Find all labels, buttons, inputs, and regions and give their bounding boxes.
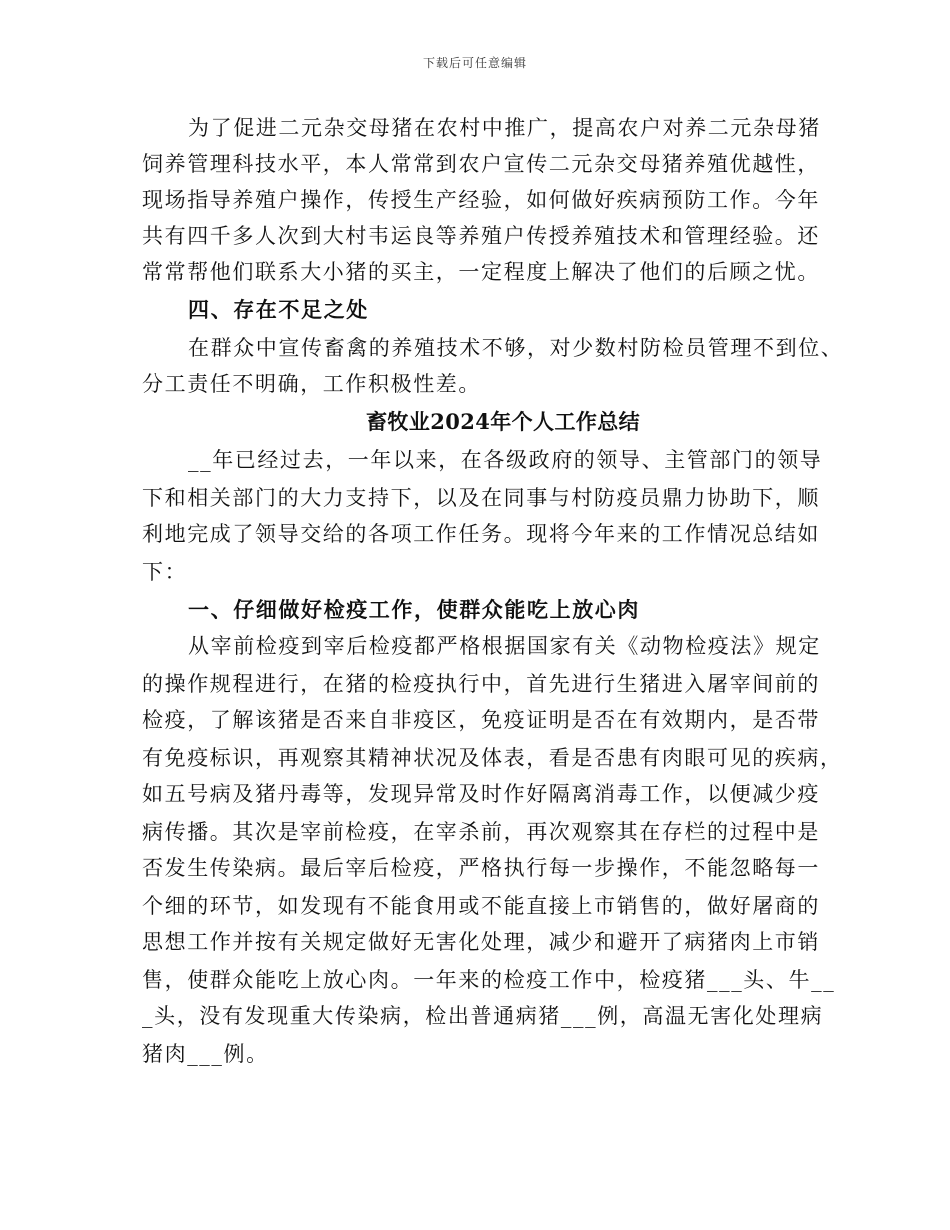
paragraph-line: 思想工作并按有关规定做好无害化处理，减少和避开了病猪肉上市销 xyxy=(142,930,820,954)
page-header-note: 下载后可任意编辑 xyxy=(422,56,527,70)
paragraph-line: 检疫，了解该猪是否来自非疫区，免疫证明是否在有效期内，是否带 xyxy=(142,708,820,732)
paragraph-line: 从宰前检疫到宰后检疫都严格根据国家有关《动物检疫法》规定 xyxy=(188,634,821,658)
paragraph-line: 共有四千多人次到大村韦运良等养殖户传授养殖技术和管理经验。还 xyxy=(142,224,820,248)
paragraph-line: 饲养管理科技水平，本人常常到农户宣传二元杂交母猪养殖优越性， xyxy=(142,152,820,176)
paragraph-line: 下和相关部门的大力支持下，以及在同事与村防疫员鼎力协助下，顺 xyxy=(142,486,820,510)
paragraph-line: __年已经过去，一年以来，在各级政府的领导、主管部门的领导 xyxy=(188,448,823,472)
paragraph-line: 病传播。其次是宰前检疫，在宰杀前，再次观察其在存栏的过程中是 xyxy=(142,820,820,844)
paragraph-line: 为了促进二元杂交母猪在农村中推广，提高农户对养二元杂母猪 xyxy=(188,116,821,140)
paragraph-line: 在群众中宣传畜禽的养殖技术不够，对少数村防检员管理不到位、 xyxy=(188,336,844,360)
paragraph-line: _头，没有发现重大传染病，检出普通病猪___例，高温无害化处理病 xyxy=(142,1004,824,1028)
paragraph-line: 如五号病及猪丹毒等，发现异常及时作好隔离消毒工作，以便减少疫 xyxy=(142,782,820,806)
section-heading: 一、仔细做好检疫工作，使群众能吃上放心肉 xyxy=(188,597,640,622)
paragraph-line: 有免疫标识，再观察其精神状况及体表，看是否患有肉眼可见的疾病， xyxy=(142,746,843,770)
paragraph-line: 个细的环节，如发现有不能食用或不能直接上市销售的，做好屠商的 xyxy=(142,894,820,918)
paragraph-line: 的操作规程进行，在猪的检疫执行中，首先进行生猪进入屠宰间前的 xyxy=(142,672,820,696)
paragraph-line: 下： xyxy=(142,560,188,584)
document-title: 畜牧业2024年个人工作总结 xyxy=(366,409,641,434)
paragraph-line: 利地完成了领导交给的各项工作任务。现将今年来的工作情况总结如 xyxy=(142,522,820,546)
paragraph-line: 分工责任不明确，工作积极性差。 xyxy=(142,372,481,396)
paragraph-line: 猪肉___例。 xyxy=(142,1042,269,1066)
paragraph-line: 常常帮他们联系大小猪的买主，一定程度上解决了他们的后顾之忧。 xyxy=(142,260,820,284)
paragraph-line: 现场指导养殖户操作，传授生产经验，如何做好疾病预防工作。今年 xyxy=(142,188,820,212)
paragraph-line: 售，使群众能吃上放心肉。一年来的检疫工作中，检疫猪___头、牛__ xyxy=(142,968,836,992)
paragraph-line: 否发生传染病。最后宰后检疫，严格执行每一步操作，不能忽略每一 xyxy=(142,856,820,880)
section-heading: 四、存在不足之处 xyxy=(188,297,369,322)
